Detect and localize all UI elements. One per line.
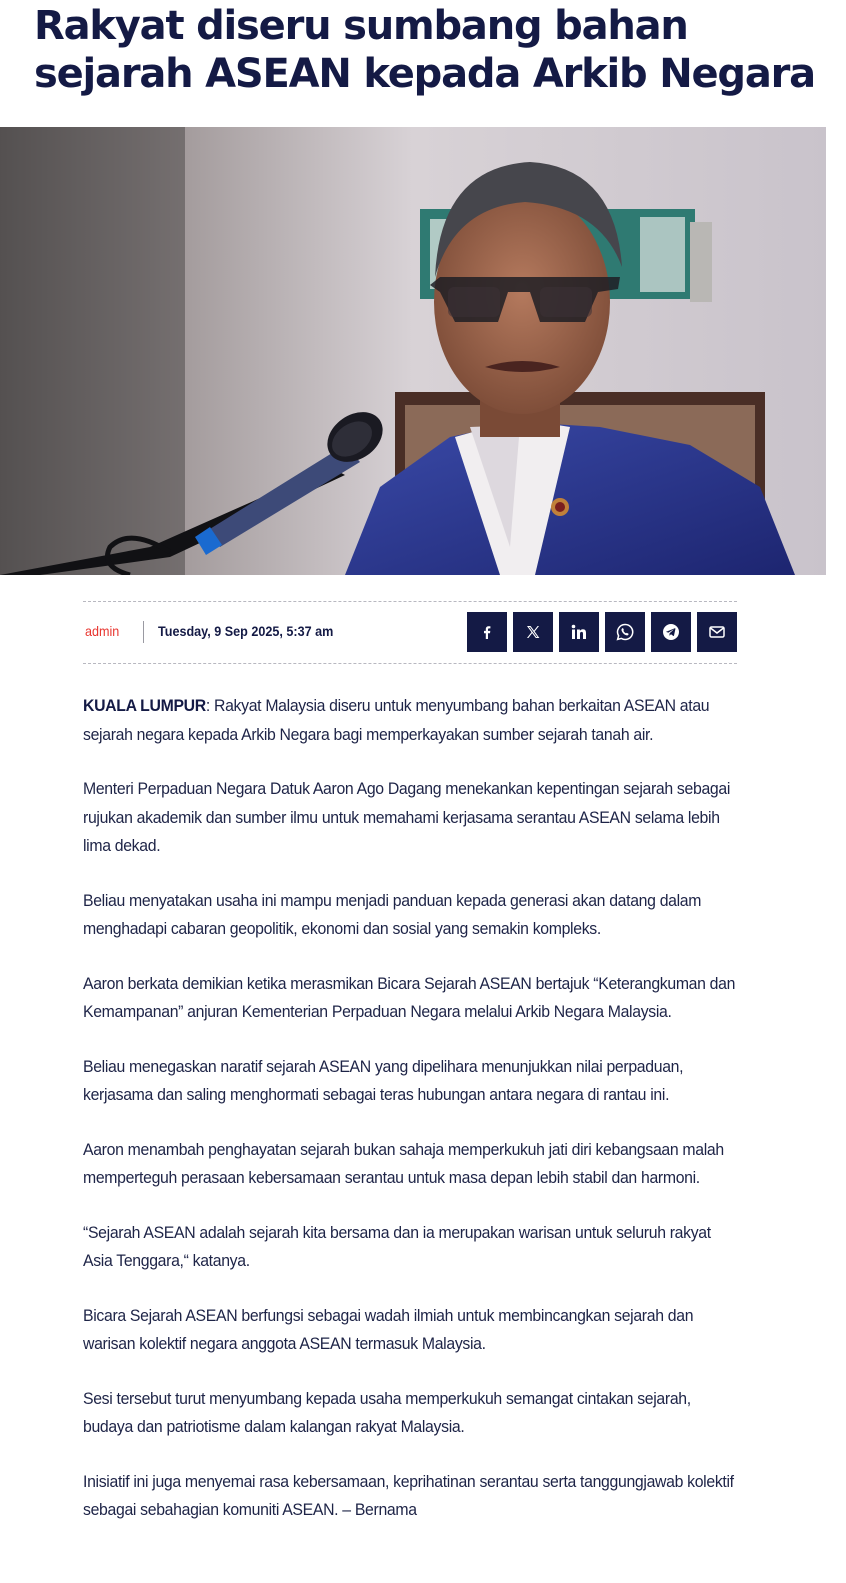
article-paragraph: Aaron menambah penghayatan sejarah bukan sahaja memperkukuh jati diri kebangsaan malah memperteguh perasaan kebersamaan serantau untuk masa depan lebih stabil dan harmoni. — [83, 1139, 724, 1187]
article-quote-paragraph: “Sejarah ASEAN adalah sejarah kita bersama dan ia merupakan warisan untuk seluruh rakyat Asia Tenggara,“ katanya. — [83, 1222, 711, 1270]
share-linkedin-button[interactable] — [559, 612, 599, 652]
article-paragraph: Beliau menyatakan usaha ini mampu menjadi panduan kepada generasi akan datang dalam menghadapi cabaran geopolitik, ekonomi dan sosial yang semakin kompleks. — [83, 890, 702, 938]
share-x-button[interactable] — [513, 612, 553, 652]
lead-text: : Rakyat Malaysia diseru untuk menyumbang bahan berkaitan ASEAN atau sejarah negara kepada Arkib Negara bagi memperkayakan sumber sejarah tanah air. — [83, 696, 710, 744]
meta-divider — [143, 621, 144, 643]
linkedin-icon — [571, 624, 587, 640]
share-whatsapp-button[interactable] — [605, 612, 645, 652]
article-body — [83, 692, 743, 1551]
article-paragraph: Beliau menegaskan naratif sejarah ASEAN yang dipelihara menunjukkan nilai perpaduan, kerjasama dan saling menghormati sebagai teras hubungan antara negara di rantau ini. — [83, 1056, 684, 1104]
article-paragraph: Aaron berkata demikian ketika merasmikan Bicara Sejarah ASEAN bertajuk “Keterangkuman dan Kemampanan” anjuran Kementerian Perpaduan Negara melalui Arkib Negara Malaysia. — [83, 973, 736, 1021]
share-buttons — [467, 612, 737, 652]
dateline: KUALA LUMPUR — [83, 696, 206, 715]
facebook-icon — [480, 625, 494, 639]
whatsapp-icon — [616, 623, 634, 641]
email-icon — [709, 625, 725, 639]
share-facebook-button[interactable] — [467, 612, 507, 652]
article-paragraph: Sesi tersebut turut menyumbang kepada usaha memperkukuh semangat cintakan sejarah, budaya dan patriotisme dalam kalangan rakyat Malaysia. — [83, 1388, 691, 1436]
article-paragraph: Menteri Perpaduan Negara Datuk Aaron Ago Dagang menekankan kepentingan sejarah sebagai rujukan akademik dan sumber ilmu untuk memahami kerjasama serantau ASEAN selama lebih lima dekad. — [83, 779, 731, 855]
article-paragraph: Bicara Sejarah ASEAN berfungsi sebagai wadah ilmiah untuk membincangkan sejarah dan warisan kolektif negara anggota ASEAN termasuk Malaysia. — [83, 1305, 694, 1353]
article-meta-bar — [83, 601, 737, 664]
article-hero-photo — [0, 127, 826, 575]
article-headline: Rakyat diseru sumbang bahan sejarah ASEAN kepada Arkib Negara — [34, 3, 815, 97]
article-lead-paragraph — [83, 692, 743, 749]
publish-date: Tuesday, 9 Sep 2025, 5:37 am — [158, 623, 334, 639]
x-twitter-icon — [526, 625, 540, 639]
article-paragraph: Inisiatif ini juga menyemai rasa kebersamaan, keprihatinan serantau serta tanggungjawab kolektif sebagai sebahagian komuniti ASEAN. – Bernama — [83, 1471, 734, 1519]
author-link[interactable]: admin — [85, 623, 120, 639]
share-email-button[interactable] — [697, 612, 737, 652]
telegram-icon — [662, 623, 680, 641]
share-telegram-button[interactable] — [651, 612, 691, 652]
